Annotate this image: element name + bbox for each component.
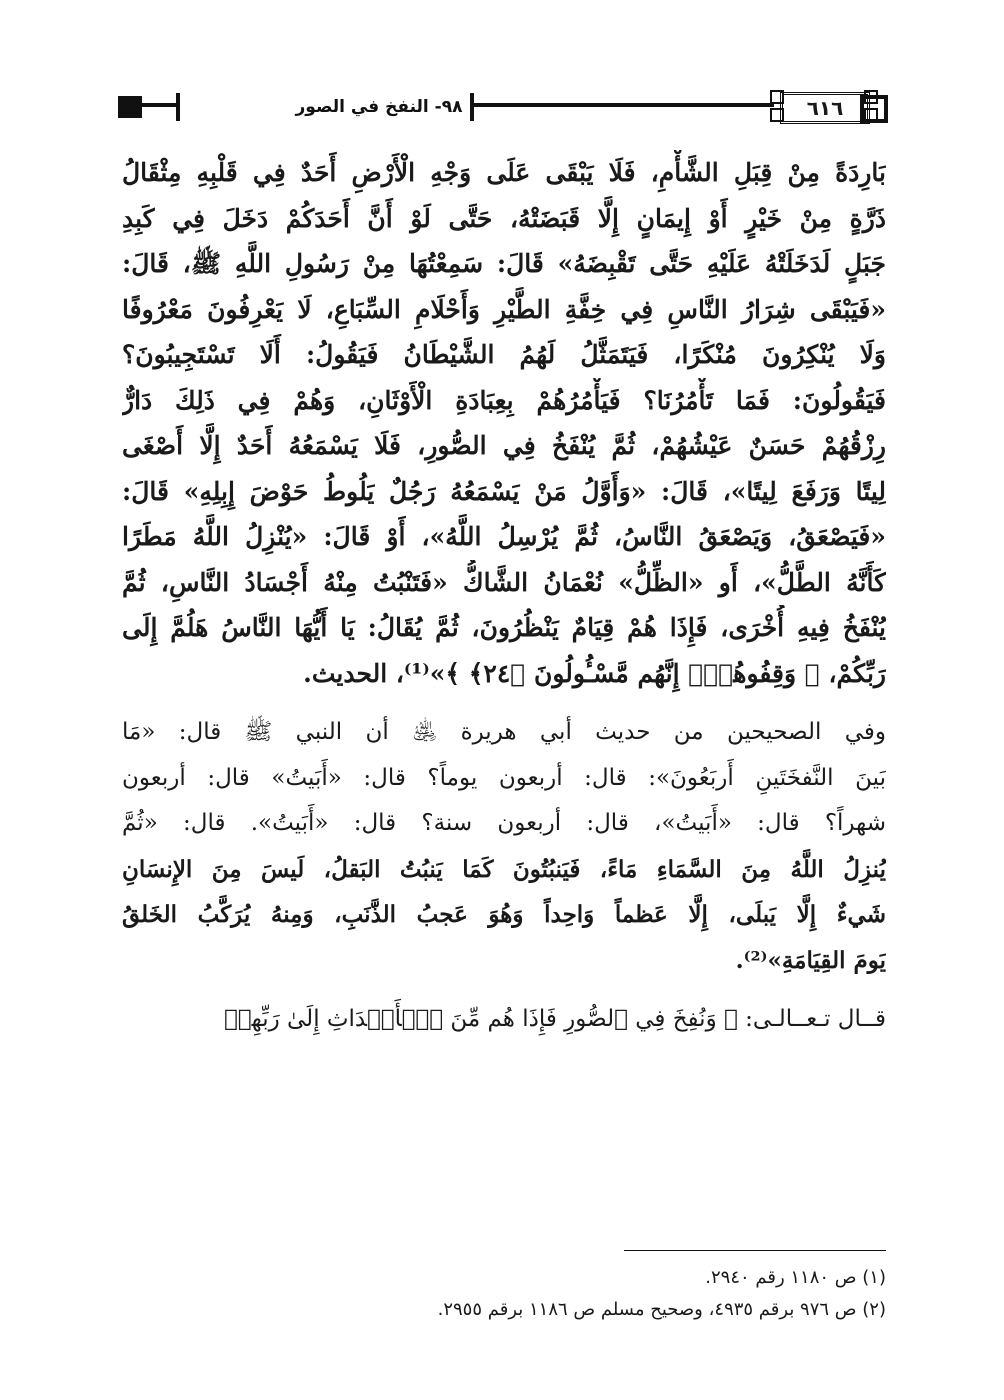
paragraph-sahihayn (122, 710, 886, 983)
text-line: وَلَا يُنْكِرُونَ مُنْكَرًا، فَيَتَمَثَّلُ لَهُمُ الشَّيْطَانُ فَيَقُولُ: أَلَا تَسْتَجِيبُونَ؟ (122, 340, 886, 369)
page-number: ٦١٦ (780, 92, 870, 124)
footnote-1: (١) ص ١١٨٠ رقم ٢٩٤٠. (705, 1267, 886, 1288)
main-text (122, 150, 886, 1043)
text-line: شَيءٌ إِلَّا يَبلَى، إِلَّا عَظماً وَاحِداً وَهُوَ عَجبُ الذَّنَبِ، وَمِنهُ يُرَكَّبُ الخَلقُ (122, 901, 886, 928)
text-line: جَبَلٍ لَدَخَلَتْهُ عَلَيْهِ حَتَّى تَقْبِضَهُ» قَالَ: سَمِعْتُهَا مِنْ رَسُولِ اللَّهِ ﷺ، قَالَ: (122, 249, 886, 278)
header-bar-ornament (470, 93, 474, 121)
text-line: وفي الصحيحين من حديث أبي هريرة ﵁ أن النبي ﷺ قال: «مَا (122, 719, 886, 745)
text-line: قــال تـعــالـى: ﴿ وَنُفِخَ فِي ٱلصُّورِ فَإِذَا هُم مِّنَ ٱلۡأَجۡدَاثِ إِلَىٰ رَبِّهِمۡ (223, 1006, 886, 1032)
text-line: لِيتًا وَرَفَعَ لِيتًا»، قَالَ: «وَأَوَّلُ مَنْ يَسْمَعُهُ رَجُلٌ يَلُوطُ حَوْضَ إِبِلِهِ» قَالَ: (122, 476, 886, 506)
text-line: كَأَنَّهُ الطَّلُّ»، أَو «الظِّلُّ» نُعْمَانُ الشَّاكُّ «فَتَنْبُتُ مِنْهُ أَجْسَادُ النَّاسِ، ثُمَّ (122, 567, 886, 597)
page-header (118, 90, 888, 124)
text-line: فَيَقُولُونَ: فَمَا تَأْمُرُنَا؟ فَيَأْمُرُهُمْ بِعِبَادَةِ الْأَوْثَانِ، وَهُمْ فِي ذَلِكَ دَارٌّ (122, 385, 886, 415)
header-right-square-ornament (860, 95, 888, 123)
paragraph-quran-verse (122, 997, 886, 1043)
header-rule-left (142, 103, 176, 107)
text-line: يُنْفَخُ فِيهِ أُخْرَى، فَإِذَا هُمْ قِيَامٌ يَنْظُرُونَ، ثُمَّ يُقَالُ: يَا أَيُّهَا النَّاسُ هَلُمَّ إِلَى (122, 613, 886, 642)
chapter-title: ٩٨- النفخ في الصور (295, 97, 463, 117)
footnotes (122, 1262, 886, 1326)
text-line: بَارِدَةً مِنْ قِبَلِ الشَّأْمِ، فَلَا يَبْقَى عَلَى وَجْهِ الْأَرْضِ أَحَدٌ فِي قَلْبِهِ مِثْقَالُ (122, 158, 886, 187)
header-bar-ornament (176, 93, 180, 121)
text-line: «فَيَبْقَى شِرَارُ النَّاسِ فِي خِفَّةِ الطَّيْرِ وَأَحْلَامِ السِّبَاعِ، لَا يَعْرِفُونَ مَعْرُوفًا (122, 294, 886, 324)
frame-corner-ornament (770, 108, 784, 122)
text-line: رَبِّكُمْ، ﴿ وَقِفُوهُمْۖ إِنَّهُم مَّسْـُٔولُونَ ﴿٢٤﴾ ﴾»⁽¹⁾، الحديث. (303, 658, 886, 688)
text-line: بَينَ النَّفخَتَينِ أَربَعُونَ»: قال: أربعون يوماً؟ قال: «أَبَيتُ» قال: أربعون (122, 764, 886, 791)
footnote-2: (٢) ص ٩٧٦ برقم ٤٩٣٥، وصحيح مسلم ص ١١٨٦ برقم ٢٩٥٥. (437, 1299, 886, 1320)
text-line: «فَيَصْعَقُ، وَيَصْعَقُ النَّاسُ، ثُمَّ يُرْسِلُ اللَّهُ»، أَوْ قَالَ: «يُنْزِلُ اللَّهُ مَطَرًا (122, 522, 886, 551)
text-line: رِزْقُهُمْ حَسَنٌ عَيْشُهُمْ، ثُمَّ يُنْفَخُ فِي الصُّورِ، فَلَا يَسْمَعُهُ أَحَدٌ إِلَّا أَصْغَى (122, 431, 886, 460)
text-line: شهراً؟ قال: «أَبَيتُ»، قال: أربعون سنة؟ قال: «أَبَيتُ». قال: «ثُمَّ (122, 810, 886, 836)
text-line: يَومَ القِيَامَةِ»⁽²⁾. (735, 946, 886, 974)
paragraph-hadith (122, 150, 886, 696)
text-line: يُنزِلُ اللَّهُ مِنَ السَّمَاءِ مَاءً، فَيَنبُتُونَ كَمَا يَنبُتُ البَقلُ، لَيسَ مِنَ الإِنسَانِ (122, 855, 886, 883)
text-line: ذَرَّةٍ مِنْ خَيْرٍ أَوْ إِيمَانٍ إِلَّا قَبَضَتْهُ، حَتَّى لَوْ أَنَّ أَحَدَكُمْ دَخَلَ فِي كَبِدِ (122, 203, 886, 233)
frame-corner-ornament (770, 90, 784, 104)
header-rule-middle (474, 103, 774, 107)
header-left-square-ornament (118, 96, 142, 118)
footnote-separator (624, 1250, 886, 1251)
